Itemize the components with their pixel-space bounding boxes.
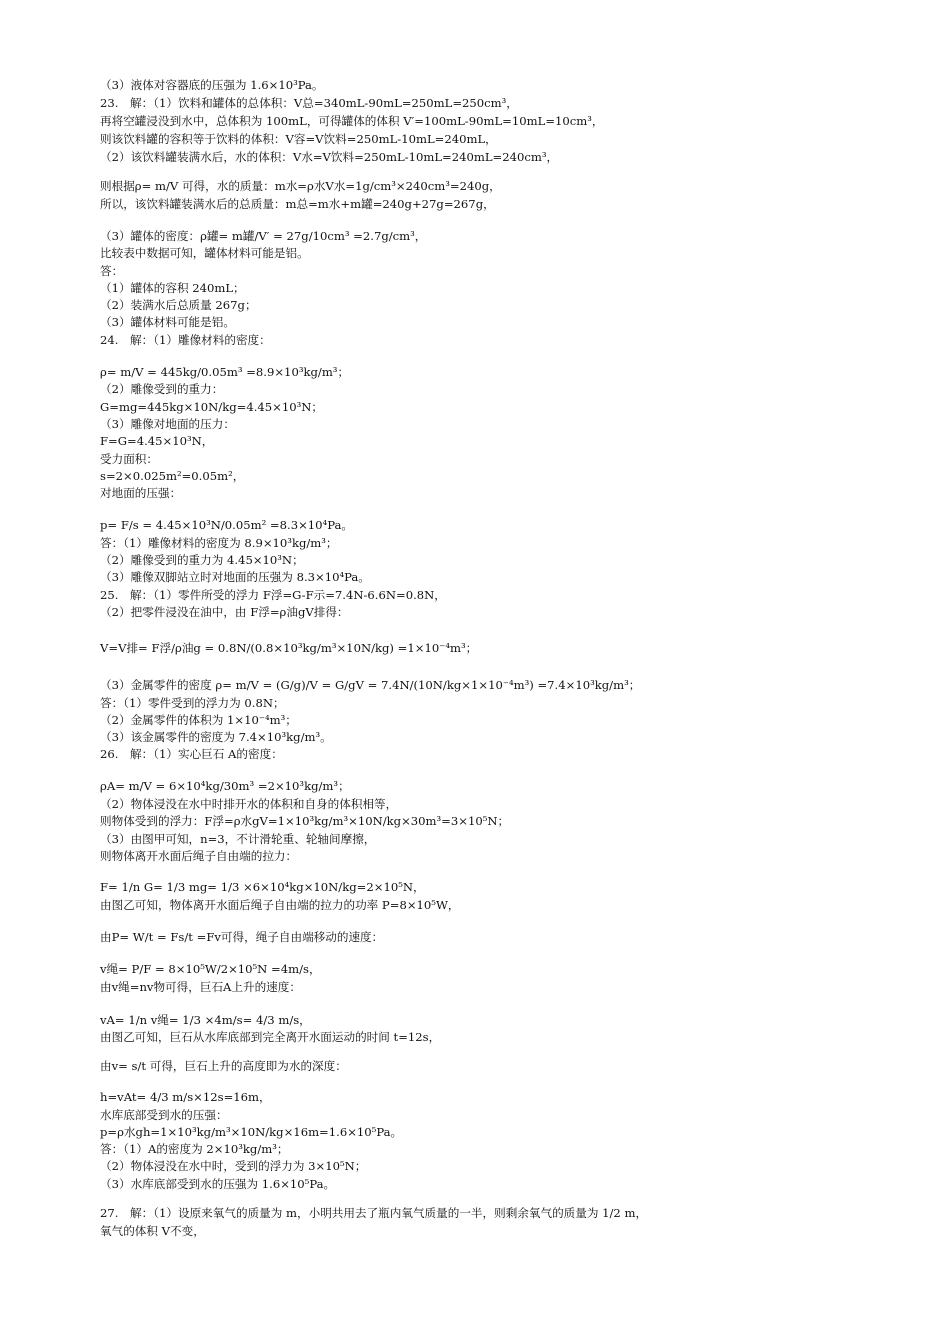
equation-line: v绳= P/F = 8×10⁵W/2×10⁵N =4m/s， xyxy=(100,962,321,976)
text-line: F=G=4.45×10³N， xyxy=(100,434,214,448)
text-line: （2）雕像受到的重力： xyxy=(100,382,224,396)
text-line: 答： xyxy=(100,264,124,278)
text-line: 答：（1）零件受到的浮力为 0.8N； xyxy=(100,696,285,710)
text-line: （3）液体对容器底的压强为 1.6×10³Pa。 xyxy=(100,78,324,92)
text-line: 答：（1）A的密度为 2×10³kg/m³； xyxy=(100,1142,289,1156)
text-line: （3）雕像双脚站立时对地面的压强为 8.3×10⁴Pa。 xyxy=(100,570,370,584)
text-line: G=mg=445kg×10N/kg=4.45×10³N； xyxy=(100,400,324,414)
text-line: （3）该金属零件的密度为 7.4×10³kg/m³。 xyxy=(100,730,332,744)
text-line: 则物体受到的浮力：F浮=ρ水gV=1×10³kg/m³×10N/kg×30m³=3×10⁵N； xyxy=(100,814,510,828)
text-line: （3）由图甲可知，n=3，不计滑轮重、轮轴间摩擦， xyxy=(100,832,376,846)
text-line: （2）该饮料罐装满水后，水的体积：V水=V饮料=250mL-10mL=240mL=240cm³， xyxy=(100,150,559,164)
equation-line: （3）罐体的密度：ρ罐= m罐/V′ = 27g/10cm³ =2.7g/cm³， xyxy=(100,229,427,243)
text-line: 氧气的体积 V不变， xyxy=(100,1224,205,1238)
text-line: （2）物体浸没在水中时，受到的浮力为 3×10⁵N； xyxy=(100,1159,367,1173)
text-line: 答：（1）雕像材料的密度为 8.9×10³kg/m³； xyxy=(100,536,338,550)
text-line: 24. 解：（1）雕像材料的密度： xyxy=(100,333,271,347)
equation-line: ρ= m/V = 445kg/0.05m³ =8.9×10³kg/m³； xyxy=(100,365,350,379)
text-line: 水库底部受到水的压强： xyxy=(100,1108,228,1122)
text-line: 23. 解：（1）饮料和罐体的总体积：V总=340mL-90mL=250mL=250cm³， xyxy=(100,96,518,110)
text-line: p=ρ水gh=1×10³kg/m³×10N/kg×16m=1.6×10⁵Pa。 xyxy=(100,1125,403,1139)
text-line: 受力面积： xyxy=(100,452,158,466)
equation-line: 则根据ρ= m/V 可得，水的质量：m水=ρ水V水=1g/cm³×240cm³=240g， xyxy=(100,179,501,193)
equation-line: F= 1/n G= 1/3 mg= 1/3 ×6×10⁴kg×10N/kg=2×10⁵N， xyxy=(100,880,425,894)
text-line: （2）物体浸没在水中时排开水的体积和自身的体积相等， xyxy=(100,797,398,811)
text-line: （2）装满水后总质量 267g； xyxy=(100,298,257,312)
text-line: 25. 解：（1）零件所受的浮力 F浮=G-F示=7.4N-6.6N=0.8N， xyxy=(100,588,446,602)
text-line: s=2×0.025m²=0.05m²， xyxy=(100,469,245,483)
text-line: （3）雕像对地面的压力： xyxy=(100,417,235,431)
equation-line: 由P= W/t = Fs/t =Fv可得，绳子自由端移动的速度： xyxy=(100,930,384,944)
text-line: （1）罐体的容积 240mL； xyxy=(100,281,245,295)
text-line: （2）雕像受到的重力为 4.45×10³N； xyxy=(100,553,304,567)
text-line: 对地面的压强： xyxy=(100,486,182,500)
equation-line: 27. 解：（1）设原来氧气的质量为 m，小明共用去了瓶内氧气质量的一半，则剩余氧气的质量为 1/2 m， xyxy=(100,1206,648,1220)
equation-line: p= F/s = 4.45×10³N/0.05m² =8.3×10⁴Pa。 xyxy=(100,518,353,532)
text-line: （3）罐体材料可能是铝。 xyxy=(100,315,235,329)
text-line: （3）水库底部受到水的压强为 1.6×10⁵Pa。 xyxy=(100,1177,336,1191)
text-line: 由v绳=nv物可得，巨石A上升的速度： xyxy=(100,980,301,994)
equation-line: （3）金属零件的密度 ρ= m/V = (G/g)/V = G/gV = 7.4N/(10N/kg×1×10⁻⁴m³) =7.4×10³kg/m³； xyxy=(100,678,641,692)
text-line: 所以，该饮料罐装满水后的总质量：m总=m水+m罐=240g+27g=267g， xyxy=(100,197,495,211)
equation-line: 由v= s/t 可得，巨石上升的高度即为水的深度： xyxy=(100,1059,347,1073)
text-line: 则物体离开水面后绳子自由端的拉力： xyxy=(100,849,298,863)
text-line: 26. 解：（1）实心巨石 A的密度： xyxy=(100,747,283,761)
equation-line: ρA= m/V = 6×10⁴kg/30m³ =2×10³kg/m³； xyxy=(100,779,350,793)
text-line: 比较表中数据可知，罐体材料可能是铝。 xyxy=(100,246,309,260)
text-line: （2）金属零件的体积为 1×10⁻⁴m³； xyxy=(100,713,297,727)
equation-line: vA= 1/n v绳= 1/3 ×4m/s= 4/3 m/s， xyxy=(100,1013,311,1027)
text-line: 由图乙可知，物体离开水面后绳子自由端的拉力的功率 P=8×10⁵W， xyxy=(100,898,460,912)
text-line: 由图乙可知，巨石从水库底部到完全离开水面运动的时间 t=12s， xyxy=(100,1030,441,1044)
text-line: 则该饮料罐的容积等于饮料的体积：V容=V饮料=250mL-10mL=240mL， xyxy=(100,132,497,146)
equation-line: V=V排= F浮/ρ油g = 0.8N/(0.8×10³kg/m³×10N/kg) =1×10⁻⁴m³； xyxy=(100,641,478,655)
text-line: （2）把零件浸没在油中，由 F浮=ρ油gV排得： xyxy=(100,605,349,619)
text-line: 再将空罐浸没到水中，总体积为 100mL，可得罐体的体积 V′=100mL-90mL=10mL=10cm³， xyxy=(100,114,604,128)
equation-line: h=vAt= 4/3 m/s×12s=16m， xyxy=(100,1090,271,1104)
